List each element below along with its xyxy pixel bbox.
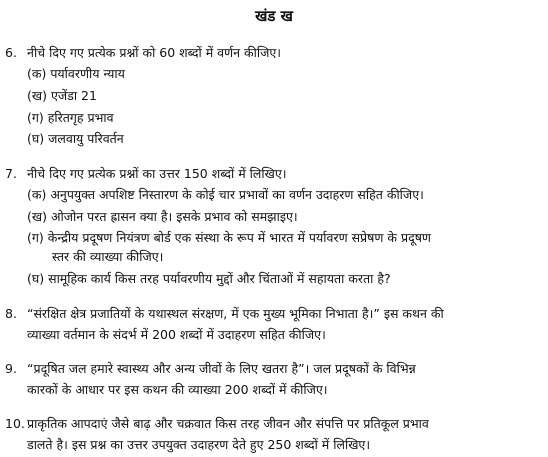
question-part: (ग) केन्द्रीय प्रदूषण नियंत्रण बोर्ड एक संस्था के रूप में भारत में पर्यावरण सप्रेषण के प्रदूषण: [27, 230, 431, 245]
question-part: (ख) ओजोन परत ह्रासन क्या है। इसके प्रभाव को समझाइए।: [27, 209, 298, 224]
question-text-line: कारकों के आधार पर इस कथन की व्याख्या 200 शब्दों में कीजिए।: [27, 382, 328, 397]
question-text-line: व्याख्या वर्तमान के संदर्भ में 200 शब्दों में उदाहरण सहित कीजिए।: [27, 327, 326, 342]
question-part: (घ) सामूहिक कार्य किस तरह पर्यावरणीय मुद्दों और चिंताओं में सहायता करता है?: [27, 271, 391, 286]
question-part: (क) अनुपयुक्त अपशिष्ट निस्तारण के कोई चार प्रभावों का वर्णन उदाहरण सहित कीजिए।: [27, 187, 424, 202]
question-part: (ख) एजेंडा 21: [27, 88, 97, 103]
question-text: नीचे दिए गए प्रत्येक प्रश्नों को 60 शब्दों में वर्णन कीजिए।: [27, 45, 282, 60]
question-text-line: “संरक्षित क्षेत्र प्रजातियों के यथास्थल संरक्षण, में एक मुख्य भूमिका निभाता है।” इस कथन की: [27, 306, 444, 321]
question-part: (क) पर्यावरणीय न्याय: [27, 66, 125, 81]
question-part: (ग) हरितगृह प्रभाव: [27, 110, 114, 125]
question-text-line: प्राकृतिक आपदाएं जैसे बाढ़ और चक्रवात किस तरह जीवन और संपत्ति पर प्रतिकूल प्रभाव: [27, 416, 429, 431]
question-number: 9.: [5, 361, 17, 376]
question-number: 6.: [5, 45, 17, 60]
question-number: 10.: [5, 416, 25, 431]
question-text-line: “प्रदूषित जल हमारे स्वास्थ्य और अन्य जीवों के लिए खतरा है”। जल प्रदूषकों के विभिन्न: [27, 361, 416, 376]
question-number: 7.: [5, 166, 17, 181]
section-title: खंड ख: [255, 7, 293, 25]
question-text-line: डालते है। इस प्रश्न का उत्तर उपयुक्त उदाहरण देते हुए 250 शब्दों में लिखिए।: [27, 437, 371, 452]
question-number: 8.: [5, 306, 17, 321]
question-part-continuation: स्तर की व्याख्या कीजिए।: [52, 249, 164, 264]
question-text: नीचे दिए गए प्रत्येक प्रश्नों का उत्तर 150 शब्दों में लिखिए।: [27, 166, 287, 181]
question-part: (घ) जलवायु परिवर्तन: [27, 131, 124, 146]
